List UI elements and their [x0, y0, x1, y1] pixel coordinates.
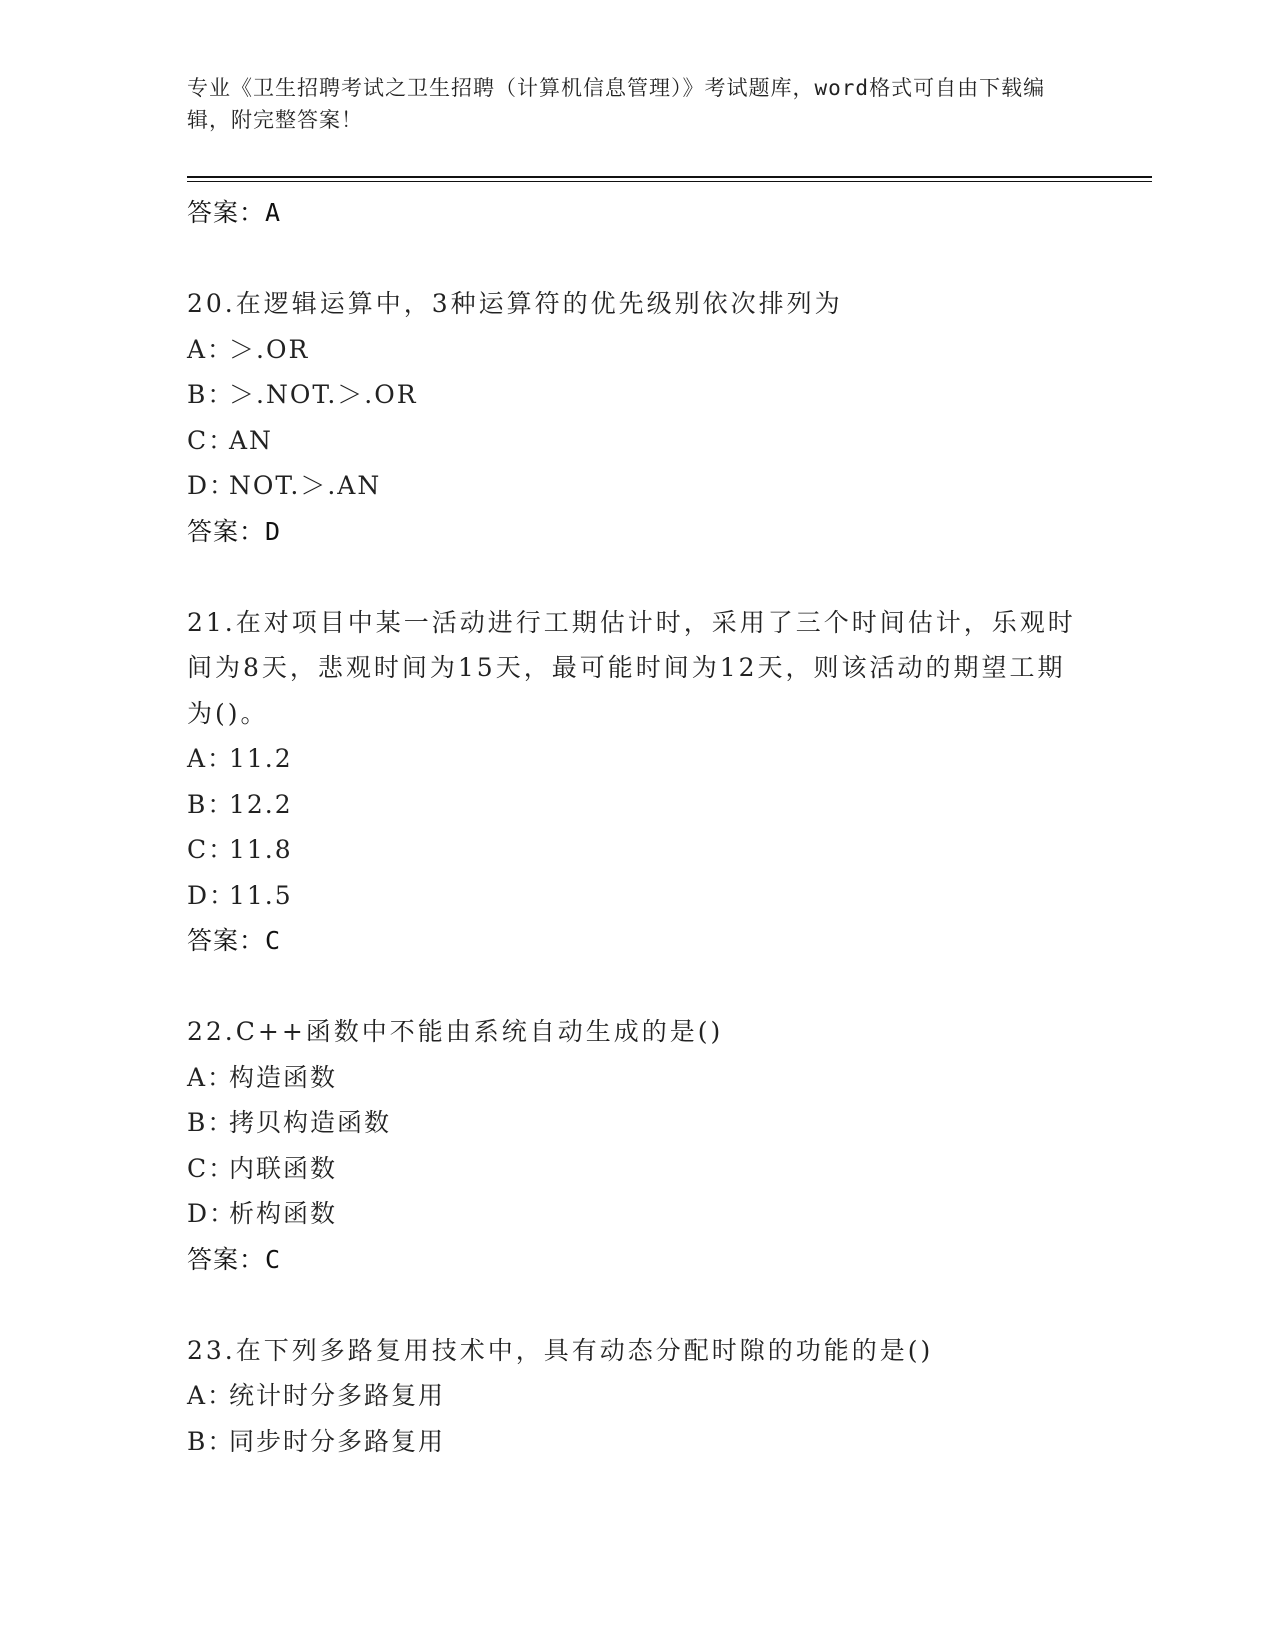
option-b: [187, 1100, 1077, 1146]
question-stem: 23.在下列多路复用技术中，具有动态分配时隙的功能的是(): [187, 1335, 934, 1365]
option-text: AN: [229, 425, 273, 455]
question-block: [187, 1328, 1077, 1465]
option-text: 11.8: [229, 835, 293, 864]
option-d: [187, 463, 1077, 509]
option-a: [187, 1055, 1077, 1101]
header-divider-thin: [187, 181, 1152, 182]
option-text: 11.2: [229, 744, 293, 773]
answer-line: 答案：C: [187, 1244, 282, 1274]
document-header: 专业《卫生招聘考试之卫生招聘（计算机信息管理）》考试题库，word格式可自由下载编辑，附完整答案！: [187, 76, 1046, 132]
question-block: [187, 281, 1077, 555]
answer-line: 答案：D: [187, 516, 282, 546]
question-stem: 22.C++函数中不能由系统自动生成的是(): [187, 1017, 724, 1046]
option-c: [187, 827, 1077, 873]
option-key: D：: [187, 880, 237, 910]
option-text: 12.2: [229, 789, 293, 819]
option-key: B：: [187, 789, 235, 819]
answer-line: 答案：C: [187, 926, 282, 955]
option-key: C：: [187, 425, 236, 455]
option-text: ＞.NOT.＞.OR: [229, 380, 418, 409]
answer-line: 答案：A: [187, 198, 282, 227]
option-text: 统计时分多路复用: [229, 1381, 446, 1410]
option-text: 拷贝构造函数: [229, 1108, 392, 1137]
question-stem: 21.在对项目中某一活动进行工期估计时，采用了三个时间估计，乐观时间为8天，悲观时间为15天，最可能时间为12天，则该活动的期望工期为()。: [187, 607, 1076, 728]
option-key: D：: [187, 471, 237, 500]
option-d: [187, 1191, 1077, 1237]
option-key: A：: [187, 1381, 235, 1410]
option-key: C：: [187, 835, 236, 864]
option-key: A：: [187, 1062, 235, 1092]
option-text: ＞.OR: [229, 334, 310, 364]
option-text: 构造函数: [229, 1062, 338, 1092]
option-key: B：: [187, 380, 235, 409]
question-list: [187, 190, 1077, 1464]
header-divider-thick: [187, 176, 1152, 178]
question-block: [187, 600, 1077, 965]
option-key: A：: [187, 334, 235, 364]
option-text: 内联函数: [229, 1153, 338, 1183]
option-text: 11.5: [229, 880, 293, 910]
option-b: [187, 1419, 1077, 1465]
option-key: C：: [187, 1153, 236, 1183]
option-key: A：: [187, 744, 235, 773]
option-a: [187, 736, 1077, 782]
option-c: [187, 1146, 1077, 1192]
option-text: NOT.＞.AN: [229, 471, 382, 500]
option-c: [187, 418, 1077, 464]
option-text: 析构函数: [229, 1199, 338, 1228]
option-b: [187, 782, 1077, 828]
option-text: 同步时分多路复用: [229, 1426, 446, 1456]
option-key: D：: [187, 1199, 237, 1228]
option-key: B：: [187, 1426, 235, 1456]
question-block: [187, 1009, 1077, 1283]
option-a: [187, 1373, 1077, 1419]
option-d: [187, 873, 1077, 919]
option-b: [187, 372, 1077, 418]
question-stem: 20.在逻辑运算中，3种运算符的优先级别依次排列为: [187, 289, 843, 318]
option-a: [187, 327, 1077, 373]
option-key: B：: [187, 1108, 235, 1137]
